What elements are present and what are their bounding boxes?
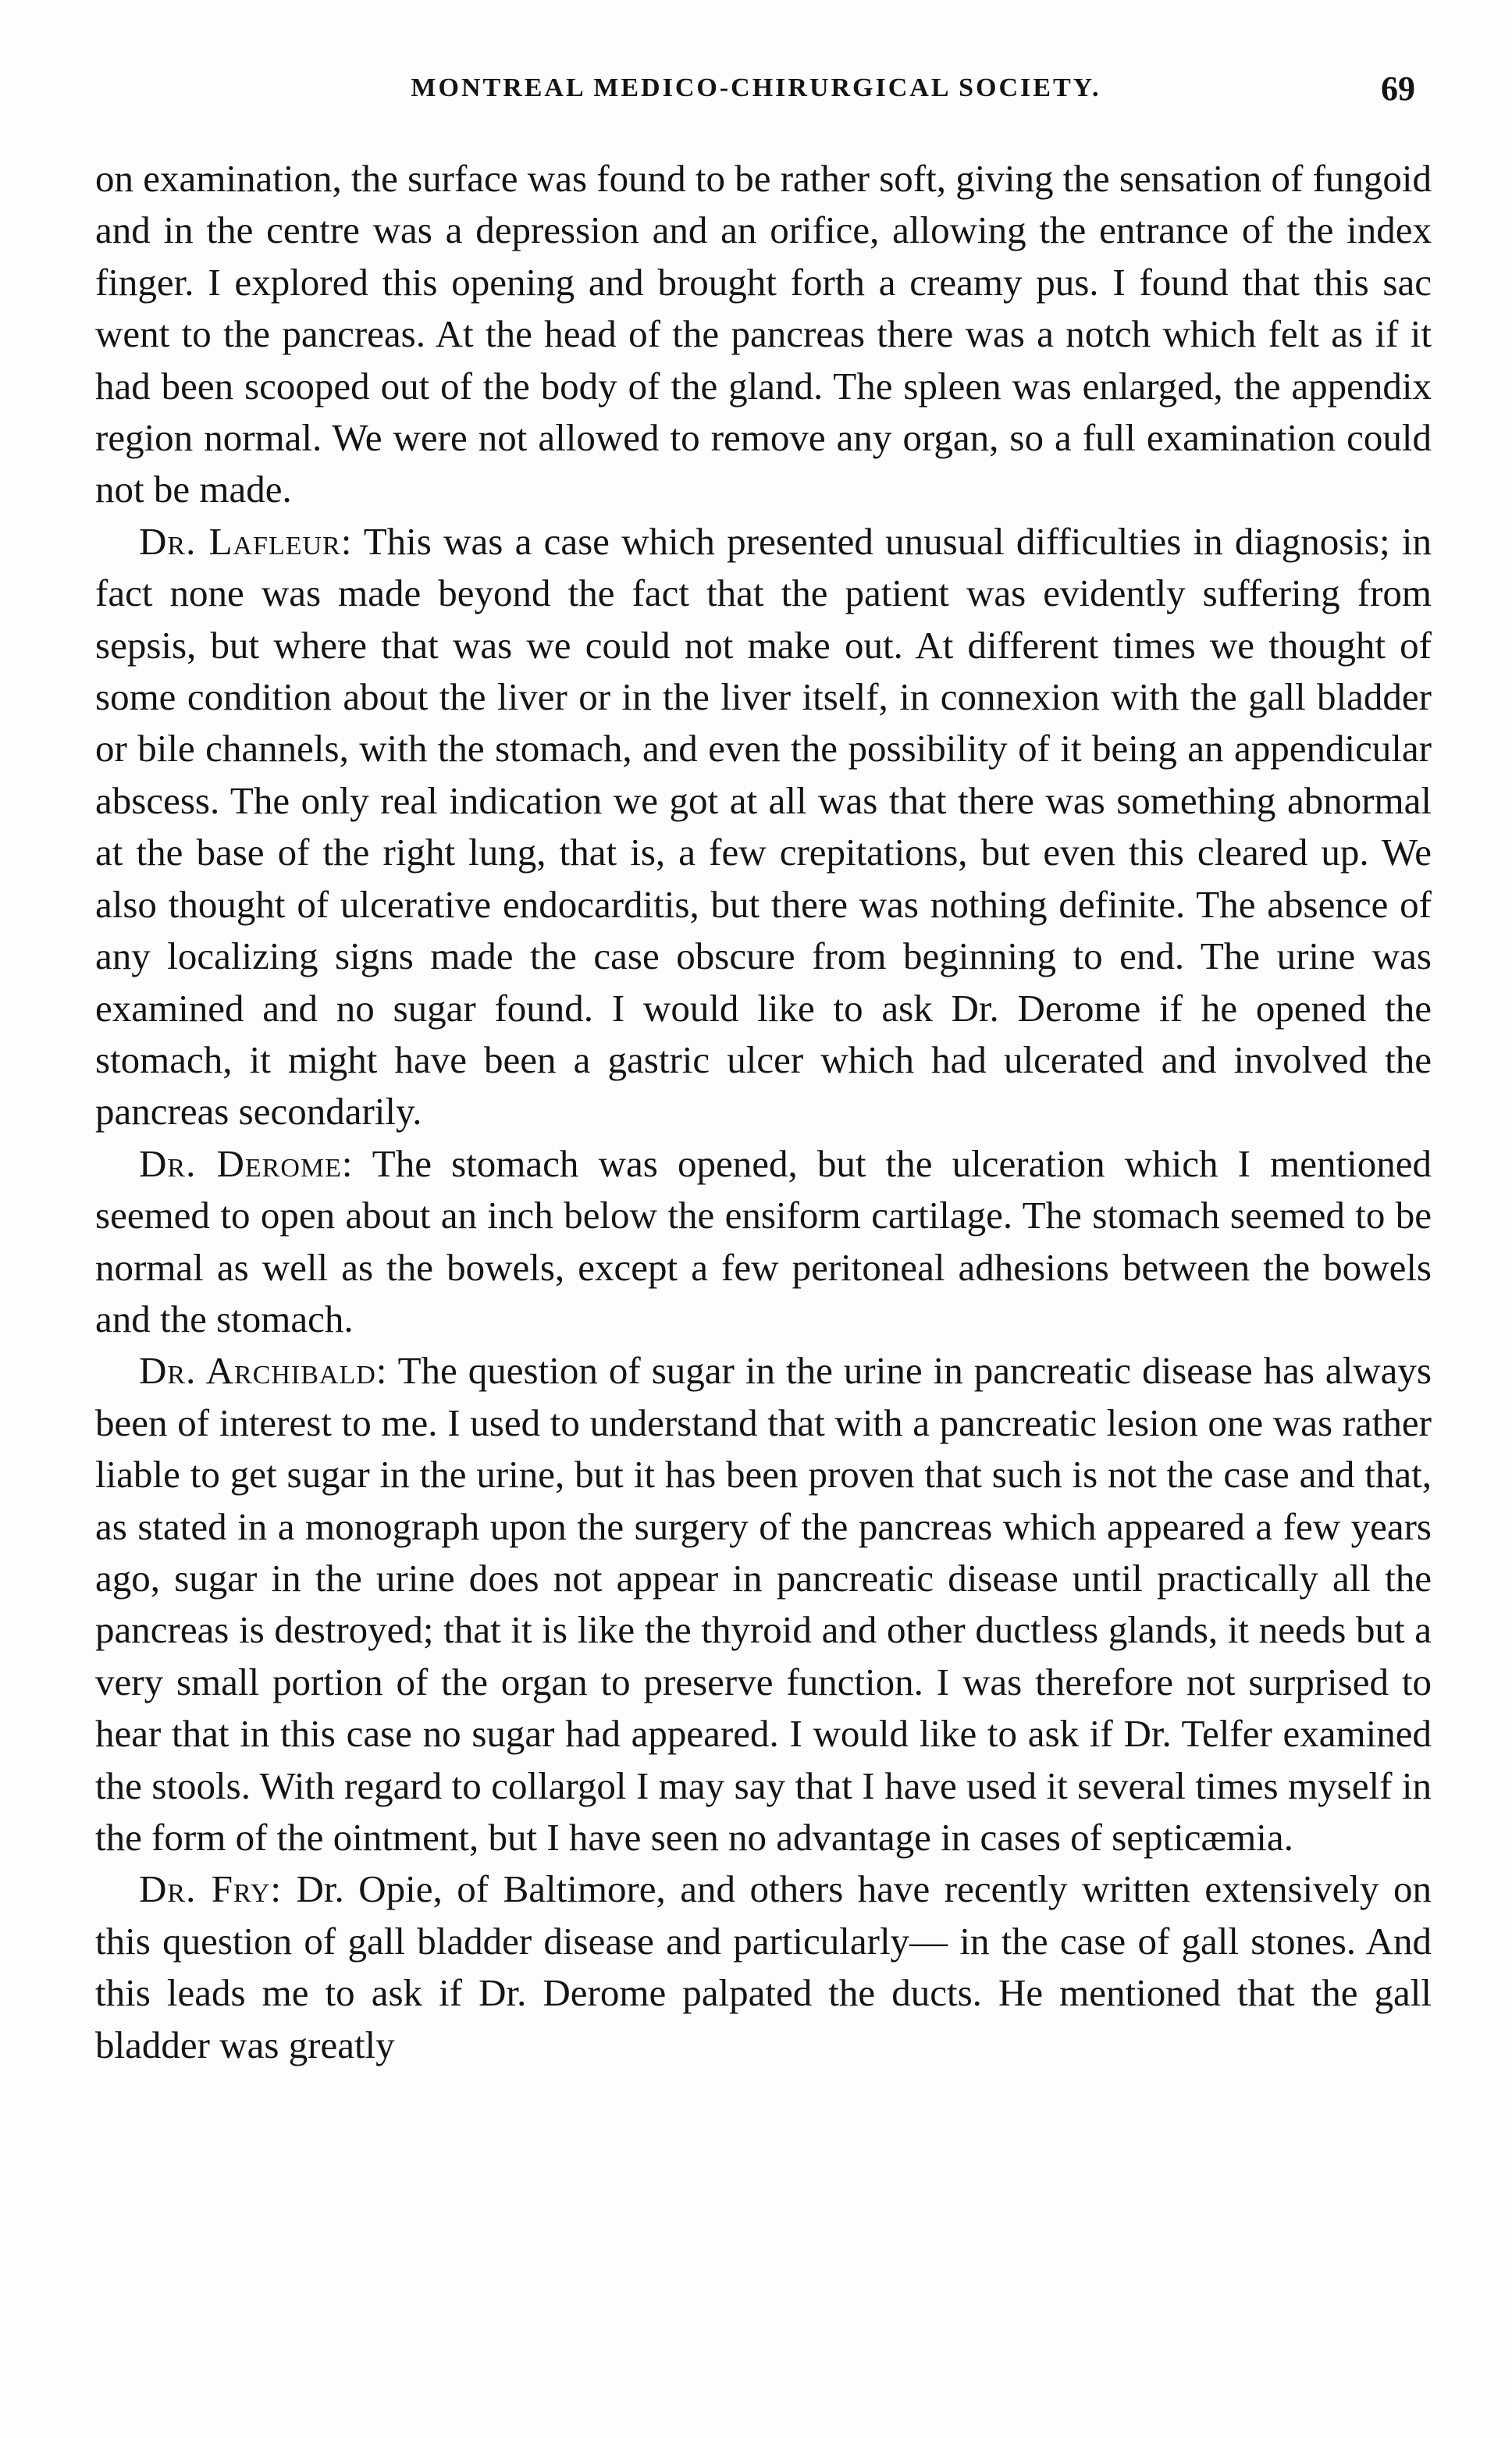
- page-number: 69: [1381, 69, 1415, 108]
- speaker-name: Dr. Fry:: [139, 1867, 283, 1911]
- paragraph-text: This was a case which presented unusual difficulties in diagnosis; in fact none was made beyond the fact that the patient was evidently suffering from sepsis, but where that was we could not make out. At different times we thought of some condition about the liver or in the liver itself, in connexion with the gall bladder or bile channels, with the stomach, and even the possibility of it being an appendicular abscess. The only real indication we got at all was that there was something abnormal at the base of the right lung, that is, a few crepitations, but even this cleared up. We also thought of ulcerative endocarditis, but there was nothing definite. The absence of any localizing signs made the case obscure from beginning to end. The urine was examined and no sugar found. I would like to ask Dr. Derome if he opened the stomach, it might have been a gastric ulcer which had ulcerated and involved the pancreas secondarily.: [95, 519, 1432, 1134]
- speaker-name: Dr. Archibald:: [139, 1349, 388, 1393]
- paragraph-archibald: [95, 1345, 1432, 1863]
- paragraph-fry: [95, 1863, 1432, 2071]
- paragraph-continuation: [95, 153, 1432, 516]
- paragraph-text: on examination, the surface was found to be rather soft, giving the sensation of fungoid and in the centre was a depression and an orifice, allowing the entrance of the index finger. I explored this opening and brought forth a creamy pus. I found that this sac went to the pancreas. At the head of the pancreas there was a notch which felt as if it had been scooped out of the body of the gland. The spleen was enlarged, the appendix region normal. We were not allowed to remove any organ, so a full examination could not be made.: [95, 157, 1432, 511]
- speaker-name: Dr. Derome:: [139, 1141, 354, 1185]
- body-text: [95, 153, 1432, 2071]
- paragraph-lafleur: [95, 516, 1432, 1138]
- paragraph-text: Dr. Opie, of Baltimore, and others have recently written extensively on this question of gall bladder disease and particularly— in the case of gall stones. And this leads me to ask if Dr. Derome palpated the ducts. He mentioned that the gall bladder was greatly: [95, 1867, 1432, 2066]
- running-head: [97, 69, 1415, 116]
- running-title: MONTREAL MEDICO-CHIRURGICAL SOCIETY.: [411, 73, 1101, 102]
- paragraph-text: The question of sugar in the urine in pancreatic disease has always been of interest to me. I used to understand that with a pancreatic lesion one was rather liable to get sugar in the urine, but it has been proven that such is not the case and that, as stated in a monograph upon the surgery of the pancreas which appeared a few years ago, sugar in the urine does not appear in pancreatic disease until practically all the pancreas is destroyed; that it is like the thyroid and other ductless glands, it needs but a very small portion of the organ to preserve function. I was therefore not surprised to hear that in this case no sugar had appeared. I would like to ask if Dr. Telfer examined the stools. With regard to collargol I may say that I have used it several times myself in the form of the ointment, but I have seen no advantage in cases of septicæmia.: [95, 1349, 1432, 1859]
- paragraph-text: The stomach was opened, but the ulceration which I mentioned seemed to open about an inch below the ensiform cartilage. The stomach seemed to be normal as well as the bowels, except a few peritoneal adhesions between the bowels and the stomach.: [95, 1141, 1432, 1340]
- speaker-name: Dr. Lafleur:: [139, 519, 353, 563]
- paragraph-derome: [95, 1138, 1432, 1346]
